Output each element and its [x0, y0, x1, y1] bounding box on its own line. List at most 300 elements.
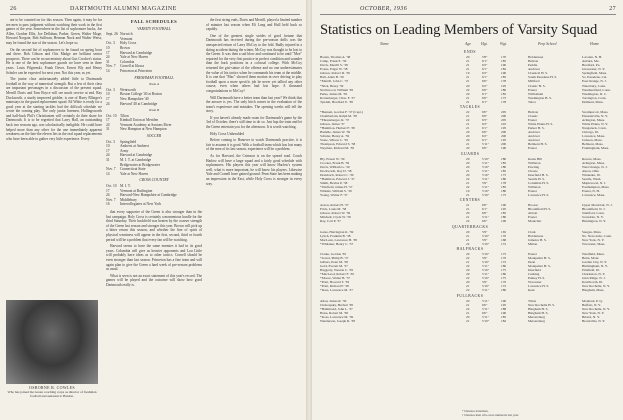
schedule-opponent: Tilton	[120, 113, 129, 118]
player-home: Scarsdale, N. Y.	[582, 215, 604, 220]
player-name: *Warfield, James H. '37	[320, 184, 353, 189]
player-prep-school: Jamaica H. S.	[528, 237, 547, 242]
player-home: Bristol, N. Y.	[582, 314, 600, 319]
player-height: 5'10"	[482, 156, 490, 161]
player-weight: 190	[501, 63, 507, 68]
schedule-date: 24	[106, 153, 110, 158]
player-prep-school: Classic	[528, 113, 538, 118]
player-height: 6'2"	[482, 122, 488, 127]
schedule-opponent: New Hampshire '40	[120, 96, 149, 101]
player-weight: 180	[501, 164, 507, 169]
player-name: Parks, James M. '39	[320, 91, 348, 96]
player-home: Gloucester, N. Y.	[582, 67, 606, 72]
schedule-date: 17	[106, 118, 110, 123]
player-prep-school: Exeter	[528, 118, 537, 122]
player-height: 6'0"	[482, 219, 488, 224]
player-age: 20	[466, 272, 470, 277]
player-weight: 178	[501, 180, 507, 185]
player-height: 5'10"	[482, 260, 490, 265]
player-age: 22	[466, 87, 470, 92]
player-prep-school: Columbia H. S.	[528, 180, 550, 185]
schedule-date: 24	[106, 55, 110, 60]
player-age: 20	[466, 91, 470, 96]
header-height: Hgt.	[481, 42, 488, 46]
player-name: Thompson, Edward S. '38	[320, 142, 356, 147]
schedule-date: 24	[106, 193, 110, 198]
player-age: 22	[466, 118, 470, 122]
player-name: Gibson, Robert D. '39	[320, 71, 350, 76]
player-height: 5'11"	[482, 176, 489, 181]
player-weight: 190	[501, 310, 507, 315]
schedule-opponent: Vermont	[120, 36, 133, 41]
player-prep-school: Milton	[528, 241, 538, 246]
player-height: 5'11"	[482, 298, 489, 303]
player-home: Kenilworth, Ill.	[582, 280, 603, 285]
player-age: 21	[466, 168, 470, 173]
schedule-date: 31	[106, 59, 110, 64]
schedule-date: 24	[106, 101, 110, 106]
player-home: Maplewood, N. J.	[582, 180, 607, 185]
player-name: *Hamilton, Edward J. '37	[320, 176, 355, 181]
article-paragraph: On the second list of sophomores to be found on spring hour and there. Bob Gibson and Otis Madge are brilliant senior prospects. There can be no uncertainty about Gus Crocker's status. He is one of the best sophomore guards we have seen in three years. Louis Pilgrenski, Frank Dever, Ernest Bly and Henry Schuler can be expected for next year. Not this year, as yet.	[6, 47, 102, 75]
player-prep-school: Exeter	[528, 87, 537, 92]
schedule-date: Oct. 3	[106, 87, 115, 92]
player-name: *Bennett, Gordon F. '37 (Capt.)	[320, 109, 363, 114]
player-home: Buffalo, N. Y.	[582, 302, 601, 307]
position-heading: FULLBACKS	[456, 293, 484, 298]
position-heading: QUARTERBACKS	[451, 224, 489, 229]
player-home: New York, N. Y.	[582, 310, 605, 315]
player-name: Dreisbach, Robert C. '39	[320, 172, 354, 177]
player-home: Pleasantville, N. Y.	[582, 113, 608, 118]
article-paragraph: the first string ends, Davis and Merrill, played a limited number of minutes last season when Eli Long and Hull held back so capably.	[206, 18, 302, 32]
player-name: Gibson, James '37	[320, 122, 345, 127]
player-name: Rottenberger, Chas. F. '37	[320, 95, 355, 100]
player-age: 21	[466, 180, 470, 185]
player-height: 6'0"	[482, 146, 488, 151]
player-height: 5'10"	[482, 251, 490, 256]
schedule-date: 10	[106, 45, 110, 50]
player-height: 5'11"	[482, 168, 489, 173]
player-prep-school: Lawrence H. S.	[528, 284, 550, 289]
freshman-b-schedule	[106, 114, 202, 132]
player-height: 5'11"	[482, 160, 489, 165]
player-name: *Koss, Lawrence M. '39	[320, 314, 354, 319]
player-home: Butte, Mont.	[582, 256, 600, 260]
player-home: Belmont, Mass.	[582, 142, 604, 147]
schedule-date: Oct. 10	[106, 184, 117, 188]
article-paragraph: Harvard seems to have the same enemies it had in its good years. Columbia will give us heavier opponents and Lou Little will probably have ideas as to other tactics. Cornell should be even stronger than last season. Princeton has a fine team and will again plan to give the Green a hard week of pre-season problems as usual.	[106, 244, 202, 272]
schedule-opponent: Intercollegiates at New York	[120, 202, 162, 207]
left-page-number: 26	[10, 6, 17, 12]
player-weight: 182	[501, 318, 507, 323]
player-prep-school: Exeter	[528, 146, 537, 151]
right-header-rule	[320, 14, 616, 15]
player-prep-school: Holderness	[528, 233, 544, 238]
schedule-row	[106, 127, 202, 132]
player-prep-school: South Pasadena H. S.	[528, 75, 558, 80]
player-prep-school: Holderness	[528, 55, 544, 60]
player-prep-school: Wilbraham	[528, 91, 544, 96]
player-height: 5'11"	[482, 142, 489, 147]
player-name: Dockworth, Ray D. '38	[320, 168, 352, 173]
player-age: 20	[466, 229, 470, 234]
player-height: 5'10"	[482, 268, 490, 273]
player-prep-school: Lawrence H. S.	[528, 192, 550, 197]
article-paragraph: that every supporter of the Green is also stronger than in the last campaign. Holy Cross is certainly a momentous hurdle for the third Saturday. Their backfield was beaten by the coarser strength of the Green last season and stronger this year. Brown will pick up a bitter return this season, and whether the fine of spirit of physical weariness will appear in the first, second, third or fourth period will be a problem that every fan will be watching.	[106, 209, 202, 242]
schedule-date: Sept. 26	[106, 32, 118, 37]
player-prep-school: New Rochelle H. S.	[528, 302, 556, 307]
player-height: 5'10"	[482, 233, 490, 238]
player-home: Huntington, N. Y.	[582, 219, 607, 224]
player-height: 6'2"	[482, 63, 488, 68]
player-weight: 175	[501, 192, 507, 197]
player-height: 5'9"	[482, 180, 488, 185]
player-age: 21	[466, 233, 470, 238]
player-weight: 195	[501, 138, 507, 143]
player-age: 20	[466, 298, 470, 303]
schedule-opponent: Yale at New Haven	[120, 171, 148, 176]
player-home: Garden City, N. Y.	[582, 260, 608, 265]
player-weight: 180	[501, 87, 507, 92]
schedule-opponent: Norwich	[120, 32, 133, 37]
player-age: 22	[466, 176, 470, 181]
player-age: 21	[466, 95, 470, 100]
player-weight: 170	[501, 280, 507, 285]
player-weight: 200	[501, 113, 507, 118]
player-height: 6'0"	[482, 79, 488, 84]
schedules-heading: FALL SCHEDULES	[130, 19, 178, 24]
player-height: 6'0"	[482, 95, 488, 100]
player-prep-school: Deerfield H. S.	[528, 172, 549, 177]
player-weight: 190	[501, 146, 507, 151]
player-weight: 175	[501, 95, 507, 100]
player-age: 20	[466, 164, 470, 169]
player-weight: 185	[501, 91, 507, 96]
player-home: Winnetka, Ill.	[582, 172, 601, 177]
player-weight: 172	[501, 260, 507, 265]
schedule-date: 14	[106, 171, 110, 176]
player-home: Torrington, Conn.	[582, 95, 607, 100]
header-age: Age	[465, 42, 471, 46]
player-name: Wilkins, William S. '39	[320, 188, 352, 193]
position-heading: GUARDS	[460, 151, 480, 156]
player-age: 21	[466, 310, 470, 315]
player-name: Hamdle, James W. '39	[320, 130, 351, 135]
schedule-date: 24	[106, 122, 110, 127]
player-height: 5'11"	[482, 314, 489, 319]
article-paragraph: Holy Cross Unheralded	[210, 131, 244, 136]
player-prep-school: Andover	[528, 138, 540, 143]
schedule-date: 17	[106, 148, 110, 153]
schedule-opponent: Princeton at Princeton	[120, 68, 152, 73]
player-height: 6'0"	[482, 203, 488, 208]
freshman-a-schedule	[106, 88, 202, 106]
player-age: 22	[466, 288, 470, 293]
player-home: Worcester, Mass.	[582, 241, 606, 246]
player-name: *Gavel, Philip B. '37	[320, 256, 349, 260]
player-age: 21	[466, 302, 470, 307]
player-prep-school: Merrersburg	[528, 314, 545, 319]
player-height: 5'11"	[482, 288, 489, 293]
schedule-opponent: Middlebury	[120, 197, 137, 202]
player-height: 6'2"	[482, 71, 488, 76]
player-home: Bloomfield, N. J.	[582, 207, 606, 212]
player-name: Lynch, Franklin B. '38	[320, 233, 351, 238]
freshman-heading: FRESHMAN FOOTBALL	[134, 75, 174, 80]
player-prep-school: White Plains H. S.	[528, 122, 554, 127]
player-age: 21	[466, 99, 470, 104]
cross-country-heading: CROSS COUNTRY	[139, 178, 169, 183]
player-height: 6'0"	[482, 109, 488, 114]
player-home: Pittsfield, Ill.	[582, 268, 600, 273]
roster-table	[320, 49, 620, 323]
player-prep-school: Williston	[528, 184, 541, 189]
schedule-opponent: Springfield	[120, 139, 137, 144]
player-home: Naugatuck, Conn.	[582, 126, 607, 131]
freshman-team-b-heading: Team B	[148, 108, 160, 113]
position-heading: TACKLES	[459, 105, 481, 110]
player-age: 20	[466, 314, 470, 319]
player-age: 20	[466, 172, 470, 177]
left-page	[0, 0, 306, 420]
player-name: Gibson, Robert W. '39	[320, 211, 351, 216]
player-prep-school: Hoosac	[528, 203, 539, 208]
player-age: 21	[466, 237, 470, 242]
player-age: 22	[466, 264, 470, 269]
player-home: Lawrence, Mass.	[582, 134, 606, 139]
right-page-number: 27	[609, 6, 616, 12]
player-height: 5'11"	[482, 184, 489, 189]
player-weight: 180	[501, 156, 507, 161]
left-running-title: DARTMOUTH ALUMNI MAGAZINE	[70, 6, 177, 12]
player-home: Jackson, Mass.	[582, 138, 603, 143]
player-weight: 168	[501, 237, 507, 242]
schedule-opponent: Brown	[120, 45, 130, 50]
schedule-date: Oct. 10	[106, 113, 117, 118]
schedule-opponent: Yale at New Haven	[120, 55, 148, 60]
player-prep-school: Exeter	[528, 188, 537, 193]
player-age: 21	[466, 318, 470, 323]
schedule-row	[106, 172, 202, 177]
player-prep-school: Andover	[528, 67, 540, 72]
player-height: 6'1"	[482, 91, 488, 96]
player-height: 5'11"	[482, 215, 489, 220]
player-name: MacLean, Lawrence H. '38	[320, 237, 357, 242]
player-age: 21	[466, 203, 470, 208]
player-name: Young, Walter F. '37	[320, 192, 348, 197]
player-home: Birmingham, N. Y.	[582, 264, 608, 269]
player-home: Swampscott, Mass.	[582, 109, 609, 114]
player-name: Hall, Allen B. '39	[320, 75, 344, 80]
player-height: 5'9"	[482, 237, 488, 242]
player-height: 6'1"	[482, 138, 488, 143]
player-height: 5'10"	[482, 276, 490, 281]
schedule-date: 10	[106, 92, 110, 97]
player-name: *Whitaker, Henry C. '37	[320, 241, 354, 246]
player-prep-school: Montclair	[528, 219, 542, 224]
player-name: Bonan, Thomas A. '38	[320, 55, 351, 60]
player-prep-school: Seattle H. S.	[528, 176, 545, 181]
schedule-row	[106, 69, 202, 74]
article-paragraph: Will Dartmouth have a better team than last year? We think that the answer is yes. The only hitch comes in the evaluation of the team's experience and mistakes. The opening weeks will tell the story.	[206, 95, 302, 114]
player-name: Gold, Everett M. '37	[320, 264, 348, 269]
player-age: 20	[466, 156, 470, 161]
player-age: 20	[466, 251, 470, 256]
right-issue-date: OCTOBER, 1936	[360, 6, 408, 12]
footnote-letterman: * Denotes letterman.	[462, 409, 489, 413]
player-weight: 175	[501, 276, 507, 281]
player-name: Ray, Carl P. '37	[320, 219, 341, 224]
article-paragraph: are to be counted on for this season. Then again, it may be for ten men to pass judgment without watching their work in the first games of the year. Somewhere in the list of sophomore backs, Joe Allen, Gordon Ellis, Joe Dellaban, Parker, Green, Walter Moge, Howard Norgate, Bob Sullivan, Herman Nuck and Walter Weiss, may be found the star of the season. Let's hope so.	[6, 18, 102, 45]
player-height: 5'9"	[482, 256, 488, 260]
player-weight: 175	[501, 268, 507, 273]
player-name: *Hammond, John L. '37	[320, 306, 353, 311]
schedule-opponent: Connecticut State	[120, 167, 146, 172]
schedule-date: 17	[106, 50, 110, 55]
player-weight: 195	[501, 302, 507, 307]
player-weight: 182	[501, 67, 507, 72]
player-prep-school: Andover	[528, 130, 540, 135]
schedule-row	[106, 202, 202, 207]
player-weight: 205	[501, 118, 507, 122]
schedule-opponent: Army	[120, 148, 129, 153]
player-height: 5'10"	[482, 164, 490, 169]
player-home: Montreal, P. Q.	[582, 298, 603, 303]
player-height: 5'11"	[482, 264, 489, 269]
player-weight: 185	[501, 184, 507, 189]
schedule-date: Nov. 7	[106, 197, 116, 202]
player-home: Bronxville, N. Y.	[582, 318, 606, 323]
player-height: 6'0"	[482, 302, 488, 307]
header-home: Home	[590, 42, 600, 46]
schedule-opponent: Kimball Union at Meriden	[120, 118, 159, 123]
player-prep-school: Putney H. S.	[528, 276, 546, 281]
schedule-row	[106, 102, 202, 107]
player-home: No. Newcastle, Conn.	[582, 233, 612, 238]
schedule-date: 17	[106, 188, 110, 193]
soccer-schedule	[106, 140, 202, 177]
player-weight: 205	[501, 109, 507, 114]
player-name: Allen, James R. '39	[320, 298, 347, 303]
position-heading: CENTERS	[459, 198, 481, 203]
player-prep-school: Tilton	[528, 298, 537, 303]
player-height: 5'10"	[482, 241, 490, 246]
player-home: Westfield, Mass.	[582, 251, 605, 256]
article-column-2-text	[106, 210, 202, 288]
article-paragraph: If you haven't already made room for Dartmouth's game by the 3rd of October, there's still time to do so. Just hop the train and let the Green entertain you for the afternoon. It is worth watching.	[206, 115, 302, 130]
player-prep-school: Hebron	[528, 109, 539, 114]
player-home: Chicago, Ill.	[582, 130, 599, 135]
player-name: Stone, Wilson C. '39	[320, 138, 348, 143]
player-height: 6'0"	[482, 130, 488, 135]
left-header-rule	[10, 14, 300, 15]
schedule-date: Oct. 3	[106, 139, 115, 144]
player-name: Chamberlain, Ralph M. '38	[320, 113, 357, 118]
player-age: 22	[466, 219, 470, 224]
player-weight: 200	[501, 134, 507, 139]
player-weight: 185	[501, 59, 507, 64]
player-name: Frick, Louis M. '38	[320, 207, 347, 212]
player-home: Bradford, Pa.	[582, 63, 601, 68]
player-prep-school: Millford	[528, 79, 540, 84]
player-height: 6'0"	[482, 211, 488, 216]
player-prep-school: Andover	[528, 134, 540, 139]
player-weight: 175	[501, 172, 507, 177]
article-paragraph: The junior class unfortunately added little to Dartmouth football in the way of numerical strength. But a few of their class are important personages in a discussion of the present squad. Merrill Davis and Tom Boyce will see much service at end. Ray Dockworth, a sturdy improved gridder, is one of Harry Ellinger's mainstays in the guard replacement squad. Ed White is ready for a good year at the starting tackles had the difficult schedule we wrote the coming play. The only junior linemen, Hollingsworth and half-back Phil's Christiansen will certainly do their share for Dartmouth. It is to be regretted that Larry Hall, an outstanding back two seasons ago, was scholastically ineligible. He could have helped more than any other for the one immediately apparent weakness on the line-the eleven lies in the real squad replacements who have been able to gather very little experience. Every	[6, 77, 102, 141]
right-page	[312, 0, 623, 420]
player-weight: 195	[501, 83, 507, 88]
player-age: 21	[466, 207, 470, 212]
player-home: Lawrence, Mass.	[582, 192, 606, 197]
player-age: 21	[466, 59, 470, 64]
player-name: Gates, Harrington K. '39	[320, 229, 354, 234]
schedule-date: 16	[106, 202, 110, 207]
player-height: 5'11"	[482, 272, 489, 277]
player-weight: 185	[501, 314, 507, 319]
player-height: 5'10"	[482, 188, 490, 193]
player-age: 21	[466, 260, 470, 265]
header-weight: Wgt.	[500, 42, 508, 46]
player-weight: 185	[501, 160, 507, 165]
player-age: 21	[466, 142, 470, 147]
position-heading: ENDS	[464, 50, 476, 55]
player-prep-school: Bloomfield H. S.	[528, 207, 552, 212]
player-weight: 200	[501, 142, 507, 147]
player-weight: 185	[501, 75, 507, 80]
schedule-date: 14	[106, 68, 110, 73]
player-weight: 195	[501, 207, 507, 212]
table-row	[320, 319, 620, 323]
player-name: Chaloupsky, Herbert '38	[320, 302, 353, 307]
player-height: 6'2"	[482, 83, 488, 88]
player-home: Glen Ridge, N. J.	[582, 276, 606, 281]
schedule-date: Nov. 7	[106, 64, 116, 69]
player-weight: 172	[501, 284, 507, 289]
player-age: 20	[466, 83, 470, 88]
player-name: Smith, Bevins P. '38	[320, 180, 348, 185]
player-name: Davis, Merrill S. '38	[320, 63, 348, 68]
player-age: 22	[466, 241, 470, 246]
player-home: West Orange, N. J.	[582, 164, 608, 169]
player-age: 22	[466, 109, 470, 114]
player-prep-school: Peddie	[528, 63, 538, 68]
schedule-opponent: Vermont Academy at Saxtons River	[120, 122, 172, 127]
footnote-numerals: † Denotes men who were numerals last year.	[462, 413, 520, 417]
player-home: New Rochelle, N. Y.	[582, 284, 610, 289]
player-age: 21	[466, 63, 470, 68]
player-height: 5'10"	[482, 172, 490, 177]
article-paragraph: One of the greatest single strides of good fortune that Dartmouth has received during the pre-season drills was the unexpected return of Larry McCoy to the fold. Badly injured in a skiing accident during the winter, McCoy was thought to be lost to the Green. It was then a sad blow and continued to be until "Moe" reported for the very first practice in perfect condition and sounder than the back positions in a colossal college. With McCoy returned the gist-statue of the offense and no one underestimates the value of his tactics when he commands his team at the middle. It is one that "Mac" showed them motion in over driving to play football upon a more specific job he never yet tallied any other course, even when others had lost hope. A thousand congratulations to McCoy!	[206, 33, 302, 93]
player-prep-school: Parker H. S.	[528, 126, 545, 131]
player-height: 6'1"	[482, 67, 488, 72]
player-name: Mitchell, Clyde W. '38	[320, 215, 351, 220]
player-name: *MacLeod, Robert F. '39	[320, 272, 354, 277]
table-column-headers	[320, 42, 620, 48]
freshman-team-a-heading: Team A	[148, 82, 160, 87]
player-weight: 190	[501, 298, 507, 303]
schedule-date: 10	[106, 144, 110, 149]
player-name: Camp, Frank E. '39	[320, 59, 347, 64]
player-height: 6'0"	[482, 310, 488, 315]
player-home: Stamford, Conn.	[582, 211, 605, 216]
table-row	[320, 193, 620, 197]
player-prep-school: Cushing	[528, 272, 540, 277]
player-name: *Ross, Lawrence M. '37	[320, 288, 353, 293]
article-paragraph: Before coming to Hanover to watch Dartmouth practice, it is fair to assume it is good. With a football team which has lost many of the men of its last season, experience will be a problem.	[206, 138, 302, 152]
player-prep-school: Tabor	[528, 99, 536, 104]
player-age: 20	[466, 160, 470, 165]
